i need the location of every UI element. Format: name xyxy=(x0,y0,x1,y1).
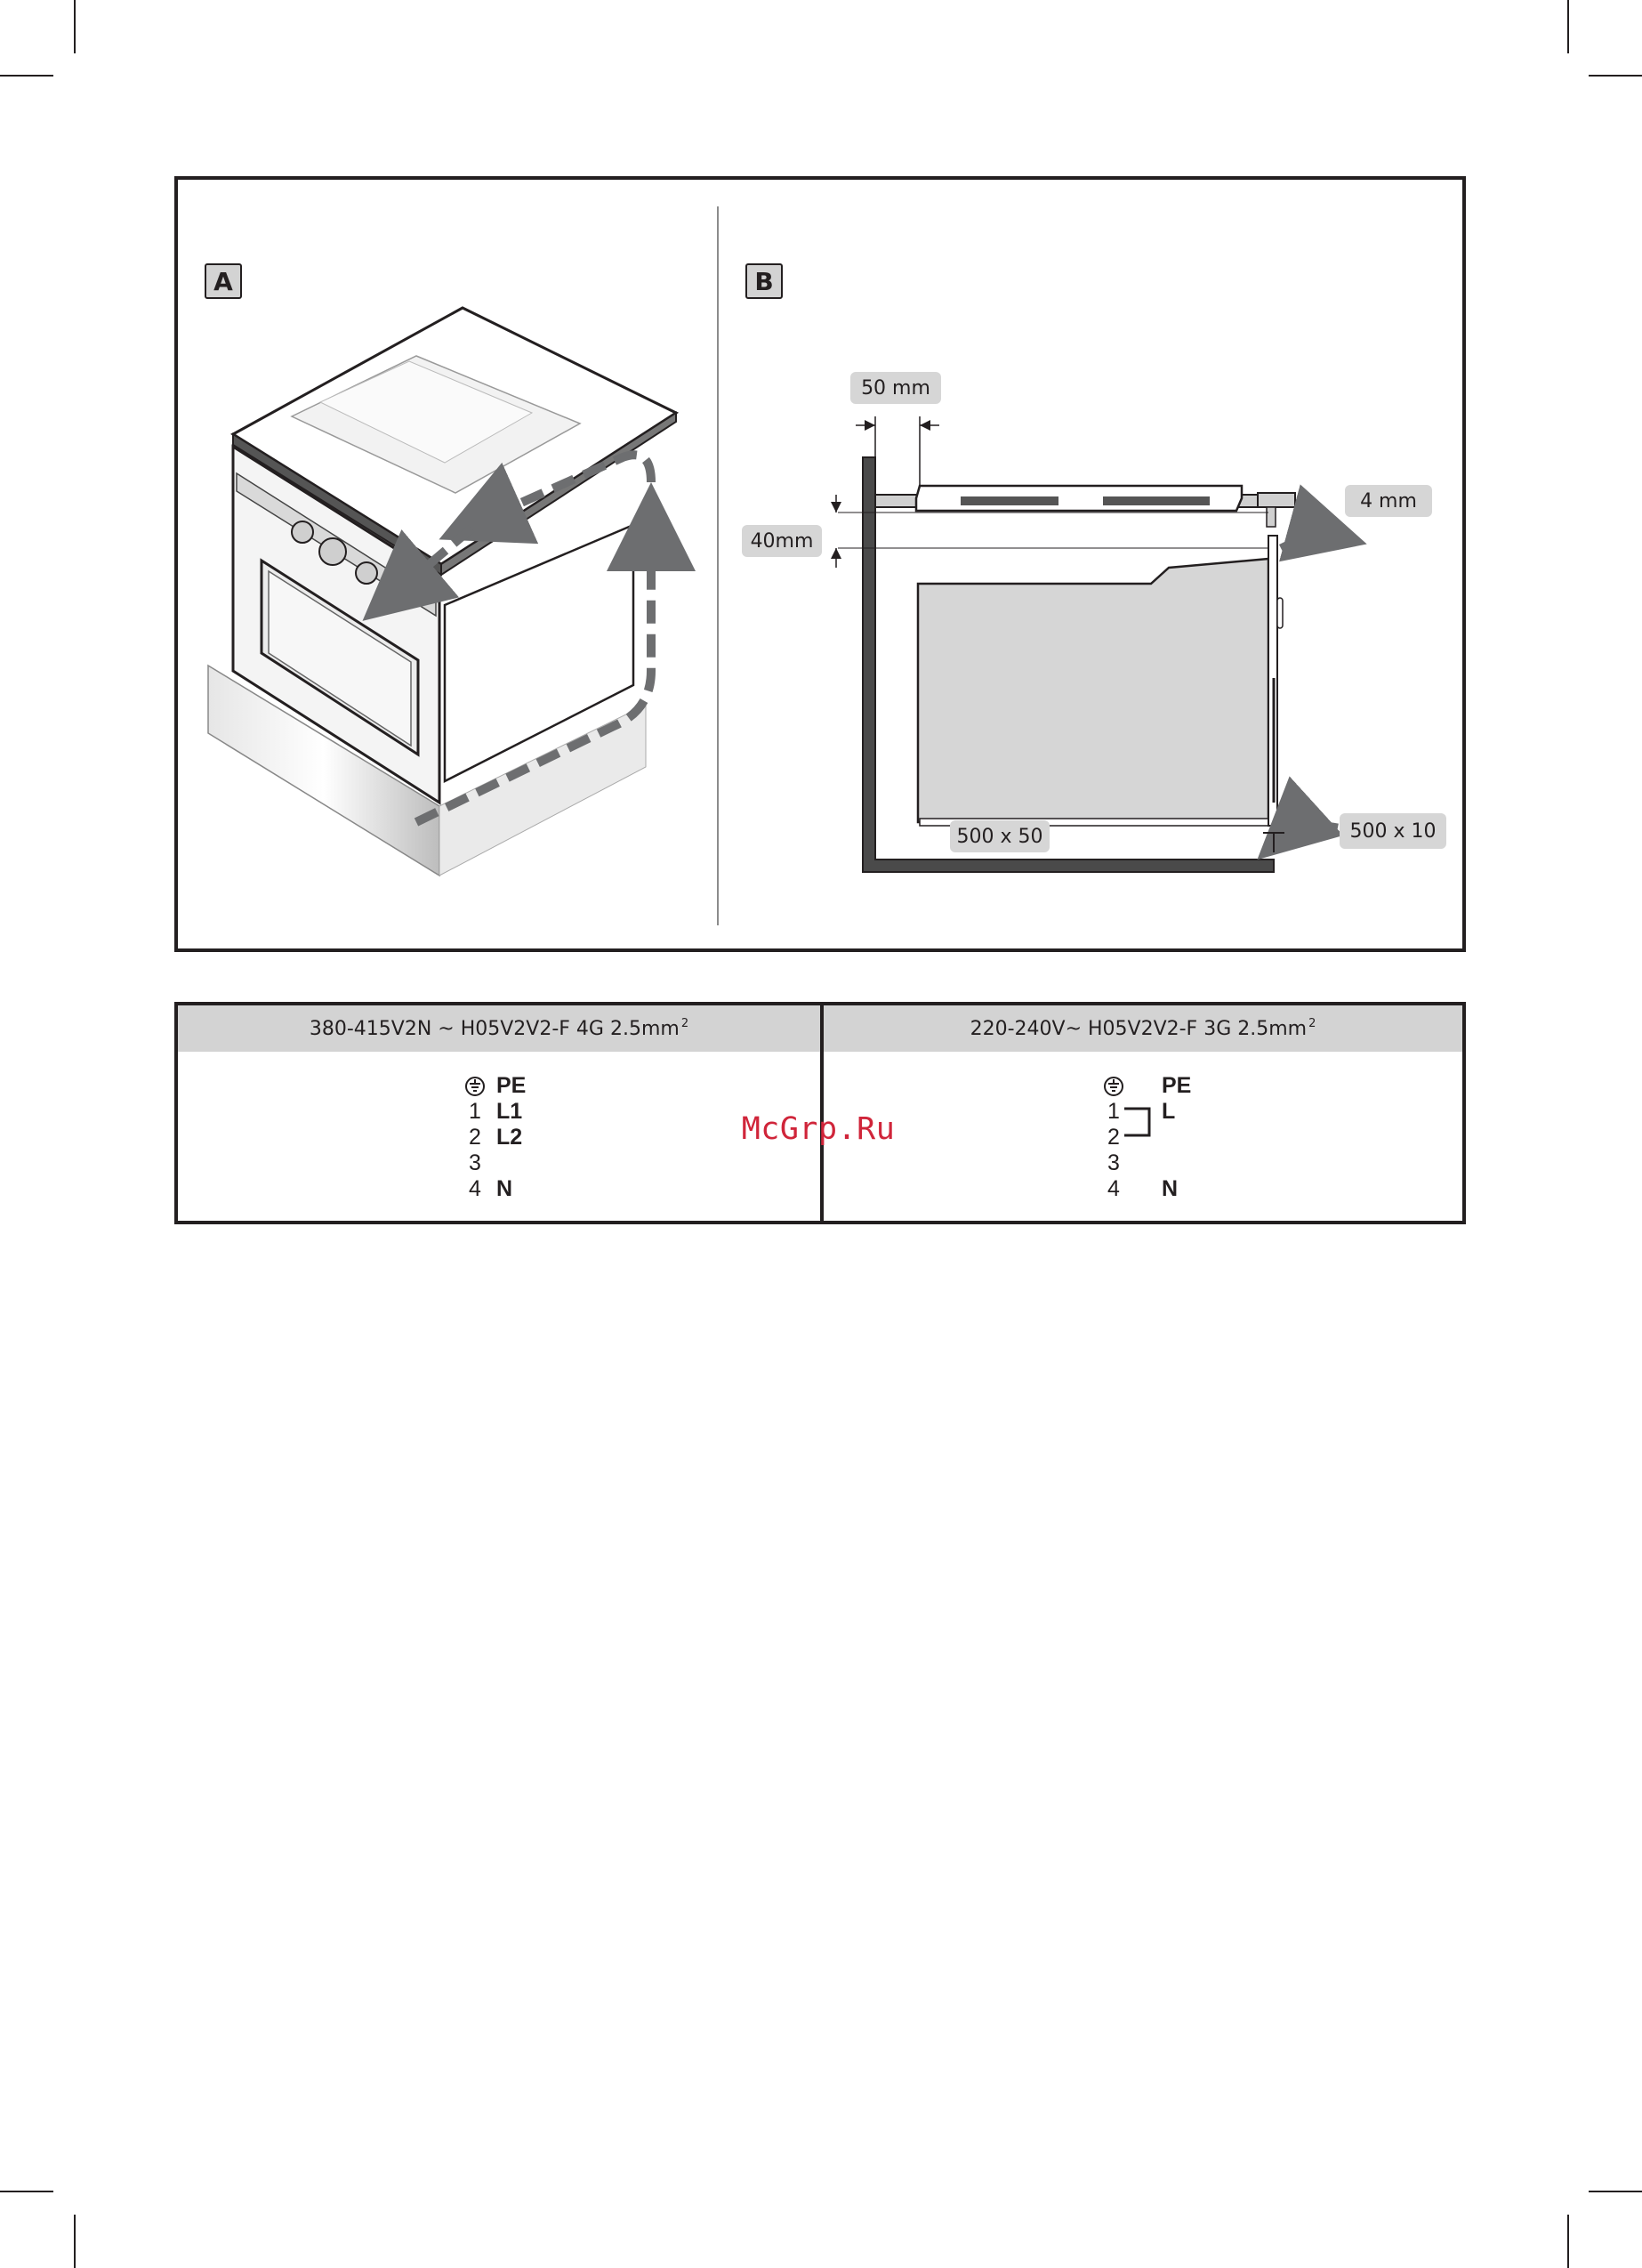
terminal-code: L1 xyxy=(496,1099,523,1124)
bridge-1-2 xyxy=(1123,1105,1158,1141)
crop-mark xyxy=(1589,2191,1642,2192)
dim-front-opening: 500 x 10 xyxy=(1340,813,1446,849)
three-phase-header-text: 380-415V2N ~ H05V2V2-F 4G 2.5mm xyxy=(309,1017,680,1040)
terminal-number: 3 xyxy=(1107,1150,1120,1175)
dim-hob-depth: 40mm xyxy=(742,525,822,557)
terminal-code: L2 xyxy=(496,1125,523,1150)
watermark-text: McGrp.Ru xyxy=(741,1111,896,1147)
ground-icon xyxy=(1103,1076,1124,1097)
three-phase-header-sup: 2 xyxy=(680,1016,689,1030)
terminal-row xyxy=(464,1099,571,1125)
panel-a-label: A xyxy=(205,263,242,299)
panel-a-oven-illustration xyxy=(208,308,676,876)
crop-mark xyxy=(0,75,53,77)
terminal-number: 2 xyxy=(469,1125,481,1150)
installation-drawing xyxy=(178,180,1462,948)
terminal-row xyxy=(1103,1150,1245,1176)
crop-mark xyxy=(74,2215,76,2268)
crop-mark xyxy=(1567,0,1569,53)
three-phase-column xyxy=(178,1005,824,1221)
terminal-number: 1 xyxy=(1107,1099,1120,1124)
terminal-code: L xyxy=(1162,1099,1176,1124)
dim-gap-width: 50 mm xyxy=(850,372,941,404)
single-phase-header-text: 220-240V~ H05V2V2-F 3G 2.5mm xyxy=(970,1017,1308,1040)
ground-icon xyxy=(464,1076,486,1097)
crop-mark xyxy=(1567,2215,1569,2268)
panel-b-section-drawing xyxy=(836,416,1338,872)
installation-figure xyxy=(174,176,1466,952)
terminal-row xyxy=(464,1176,571,1202)
terminal-row xyxy=(464,1125,571,1150)
single-phase-header-sup: 2 xyxy=(1308,1016,1316,1030)
terminal-number: 4 xyxy=(1107,1176,1120,1201)
three-phase-header xyxy=(178,1005,820,1052)
terminal-code: N xyxy=(496,1176,513,1201)
single-phase-column xyxy=(824,1005,1462,1221)
terminal-number: 2 xyxy=(1107,1125,1120,1150)
terminal-number: 1 xyxy=(469,1099,481,1124)
terminal-row xyxy=(464,1073,571,1099)
terminal-number: 4 xyxy=(469,1176,481,1201)
single-phase-header xyxy=(824,1005,1462,1052)
terminal-code: N xyxy=(1162,1176,1179,1201)
panel-b-label: B xyxy=(745,263,783,299)
terminal-row xyxy=(464,1150,571,1176)
terminal-row xyxy=(1103,1073,1245,1099)
dim-bottom-opening: 500 x 50 xyxy=(950,820,1050,852)
crop-mark xyxy=(0,2191,53,2192)
dim-front-gap: 4 mm xyxy=(1345,485,1432,517)
terminal-code: PE xyxy=(496,1073,527,1098)
crop-mark xyxy=(1589,75,1642,77)
crop-mark xyxy=(74,0,76,53)
terminal-row xyxy=(1103,1176,1245,1202)
terminal-code: PE xyxy=(1162,1073,1192,1098)
terminal-number: 3 xyxy=(469,1150,481,1175)
